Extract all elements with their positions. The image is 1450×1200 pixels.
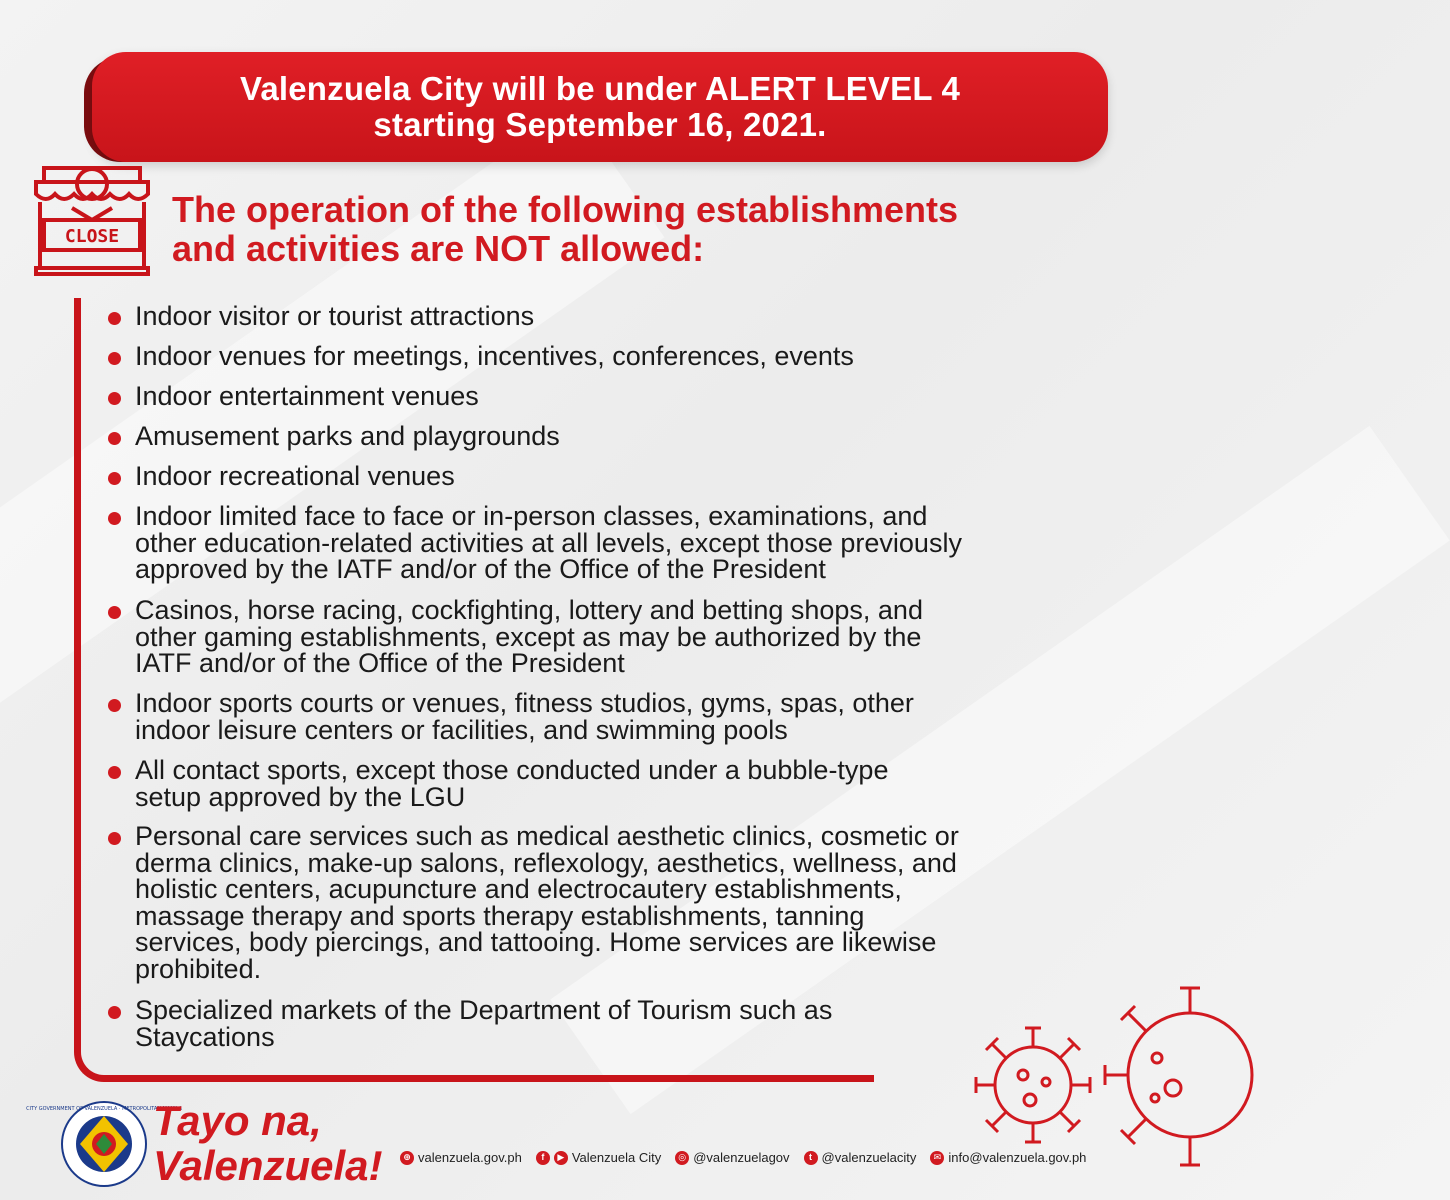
facebook-icon: f (536, 1151, 550, 1165)
list-item (108, 423, 1158, 450)
seal-text: CITY GOVERNMENT OF VALENZUELA · METROPOLITAN MANILA (26, 1106, 182, 1112)
facebook-text: Valenzuela City (571, 1150, 662, 1165)
youtube-icon: ▶ (554, 1151, 568, 1165)
bullet-icon (108, 766, 121, 779)
bullet-icon (108, 606, 121, 619)
list-item (108, 690, 1158, 743)
closed-store-icon (34, 164, 150, 276)
bullet-icon (108, 392, 121, 405)
list-item (108, 503, 1158, 583)
slogan-line-2: Valenzuela! (153, 1142, 383, 1189)
slogan (153, 1098, 383, 1188)
twitter-text: @valenzuelacity (821, 1150, 917, 1165)
bullet-icon (108, 312, 121, 325)
city-seal-logo (26, 1100, 182, 1188)
list-item (108, 757, 1158, 810)
bullet-icon (108, 699, 121, 712)
banner-line-2: starting September 16, 2021. (373, 106, 827, 143)
list-item-text: Indoor visitor or tourist attractions (135, 301, 535, 331)
list-item-text: Specialized markets of the Department of Tourism such as Staycations (135, 995, 833, 1052)
list-item-text: Personal care services such as medical aesthetic clinics, cosmetic or derma clinics, make-up salons, reflexology, aesthetics, wellness, and holistic centers, acupuncture and electrocautery establishments, massage therapy and sports therapy establishments, tanning services, body piercings, and tattooing. Home services are likewise prohibited. (135, 821, 959, 984)
list-item-text: Indoor entertainment venues (135, 381, 479, 411)
twitter-contact[interactable] (804, 1150, 917, 1165)
banner-line-1: Valenzuela City will be under ALERT LEVEL 4 (239, 70, 961, 107)
facebook-contact[interactable] (536, 1150, 661, 1165)
bullet-icon (108, 352, 121, 365)
list-item-text: Indoor limited face to face or in-person classes, examinations, and other education-related activities at all levels, except those previously approved by the IATF and/or of the Office of the President (135, 501, 962, 584)
list-item-text: Indoor recreational venues (135, 461, 455, 491)
email-text: info@valenzuela.gov.ph (948, 1150, 1087, 1165)
website-contact[interactable] (400, 1150, 522, 1165)
close-sign-label: CLOSE (64, 226, 120, 247)
list-item (108, 303, 1158, 330)
bullet-icon (108, 432, 121, 445)
bullet-icon (108, 512, 121, 525)
subheading (172, 190, 1162, 268)
slogan-line-1: Tayo na, (153, 1097, 322, 1144)
list-item-text: Indoor venues for meetings, incentives, conferences, events (135, 341, 854, 371)
website-text: valenzuela.gov.ph (418, 1150, 522, 1165)
bullet-icon (108, 1006, 121, 1019)
instagram-icon: ◎ (675, 1151, 689, 1165)
list-item-text: All contact sports, except those conducted under a bubble-type setup approved by the LGU (135, 755, 889, 812)
mail-icon: ✉ (930, 1151, 944, 1165)
globe-icon: ⊕ (400, 1151, 414, 1165)
list-item (108, 597, 1158, 677)
list-item (108, 463, 1158, 490)
twitter-icon: t (804, 1151, 818, 1165)
list-item (108, 343, 1158, 370)
list-item (108, 823, 1158, 982)
virus-icon (1095, 980, 1200, 1180)
alert-banner (92, 52, 1108, 162)
list-item-text: Casinos, horse racing, cockfighting, lottery and betting shops, and other gaming establishments, except as may be authorized by the IATF and/or of the Office of the President (135, 595, 923, 678)
list-item-text: Indoor sports courts or venues, fitness studios, gyms, spas, other indoor leisure centers or facilities, and swimming pools (135, 688, 914, 745)
list-item (108, 383, 1158, 410)
subheading-line-1: The operation of the following establishments (172, 189, 959, 230)
subheading-line-2: and activities are NOT allowed: (172, 228, 705, 269)
bullet-icon (108, 832, 121, 845)
contact-bar (400, 1150, 1086, 1165)
instagram-text: @valenzuelagov (693, 1150, 790, 1165)
email-contact[interactable] (930, 1150, 1086, 1165)
instagram-contact[interactable] (675, 1150, 789, 1165)
list-item-text: Amusement parks and playgrounds (135, 421, 560, 451)
bullet-icon (108, 472, 121, 485)
virus-icon (968, 1020, 1098, 1150)
